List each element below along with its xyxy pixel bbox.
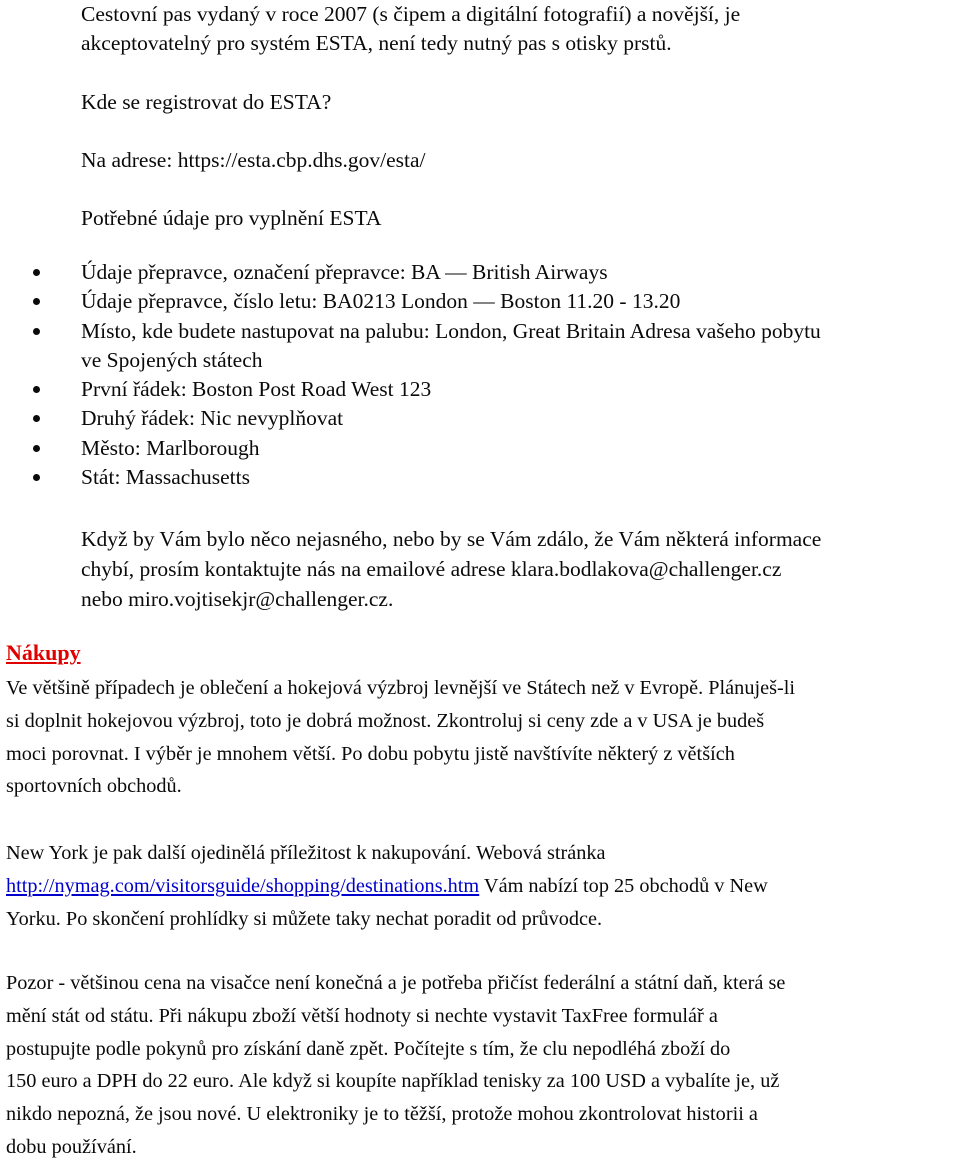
bullet-icon <box>33 445 40 452</box>
list-item <box>0 375 960 404</box>
required-data-heading: Potřebné údaje pro vyplnění ESTA <box>81 206 382 230</box>
text-line: New York je pak další ojedinělá příležitost k nakupování. Webová stránka <box>6 842 606 864</box>
shopping-paragraph-2 <box>6 837 956 935</box>
text-line: Když by Vám bylo něco nejasného, nebo by se Vám zdálo, že Vám některá informace <box>81 527 822 551</box>
text-line: sportovních obchodů. <box>6 775 182 798</box>
text-line: nikdo nepozná, že jsou nové. U elektroniky je to těžší, protože mohou zkontrolovat historii a <box>6 1103 758 1126</box>
esta-address: Na adrese: https://esta.cbp.dhs.gov/esta/ <box>81 148 426 172</box>
nymag-shopping-link[interactable]: http://nymag.com/visitorsguide/shopping/destinations.htm <box>6 874 480 897</box>
text-fragment: Vám nabízí top 25 obchodů v New <box>479 874 768 897</box>
bullet-icon <box>33 386 40 393</box>
text-line: mění stát od státu. Při nákupu zboží větší hodnoty si nechte vystavit TaxFree formulář a <box>6 1004 718 1027</box>
list-item <box>0 463 960 492</box>
list-item-text: ve Spojených státech <box>81 347 263 372</box>
bullet-icon <box>33 328 40 335</box>
bullet-icon <box>33 269 40 276</box>
text-line: chybí, prosím kontaktujte nás na emailové adrese klara.bodlakova@challenger.cz <box>81 557 782 581</box>
list-item <box>0 434 960 463</box>
text-line: Pozor - většinou cena na visačce není konečná a je potřeba přičíst federální a státní daň, která se <box>6 972 786 994</box>
text-line: Yorku. Po skončení prohlídky si můžete taky nechat poradit od průvodce. <box>6 907 603 930</box>
shopping-paragraph-3 <box>6 967 956 1164</box>
list-item <box>0 317 960 346</box>
list-item-text: Údaje přepravce, označení přepravce: BA — British Airways <box>81 260 608 284</box>
list-item-text: Stát: Massachusetts <box>81 465 250 490</box>
list-item-continuation <box>0 346 960 375</box>
list-item-text: Údaje přepravce, číslo letu: BA0213 London — Boston 11.20 - 13.20 <box>81 289 681 314</box>
contact-note <box>81 524 956 614</box>
text-line: dobu používání. <box>6 1135 137 1158</box>
text-line: moci porovnat. I výběr je mnohem větší. Po dobu pobytu jistě navštívíte některý z větších <box>6 742 735 765</box>
shopping-paragraph-1 <box>6 672 956 803</box>
shopping-heading: Nákupy <box>6 640 81 665</box>
bullet-icon <box>33 474 40 481</box>
esta-passport-note <box>81 0 941 58</box>
text-line: si doplnit hokejovou výzbroj, toto je dobrá možnost. Zkontroluj si ceny zde a v USA je budeš <box>6 709 765 732</box>
text-line: postupujte podle pokynů pro získání daně zpět. Počítejte s tím, že clu nepodléhá zboží do <box>6 1037 731 1060</box>
list-item-text: První řádek: Boston Post Road West 123 <box>81 377 432 402</box>
text-line: nebo miro.vojtisekjr@challenger.cz. <box>81 587 394 611</box>
register-question: Kde se registrovat do ESTA? <box>81 90 332 114</box>
list-item-text: Místo, kde budete nastupovat na palubu: London, Great Britain Adresa vašeho pobytu <box>81 318 821 343</box>
text-line: akceptovatelný pro systém ESTA, není tedy nutný pas s otisky prstů. <box>81 31 672 55</box>
esta-data-list <box>0 258 960 492</box>
text-line: Ve většině případech je oblečení a hokejová výzbroj levnější ve Státech než v Evropě. Plánuješ-li <box>6 677 796 699</box>
text-line: 150 euro a DPH do 22 euro. Ale když si koupíte například tenisky za 100 USD a vybalíte je, už <box>6 1070 780 1093</box>
list-item <box>0 258 960 287</box>
list-item <box>0 287 960 316</box>
bullet-icon <box>33 415 40 422</box>
list-item-text: Město: Marlborough <box>81 435 260 460</box>
text-line: Cestovní pas vydaný v roce 2007 (s čipem a digitální fotografií) a novější, je <box>81 2 741 26</box>
text-line <box>6 870 956 903</box>
bullet-icon <box>33 298 40 305</box>
list-item-text: Druhý řádek: Nic nevyplňovat <box>81 406 344 431</box>
list-item <box>0 404 960 433</box>
